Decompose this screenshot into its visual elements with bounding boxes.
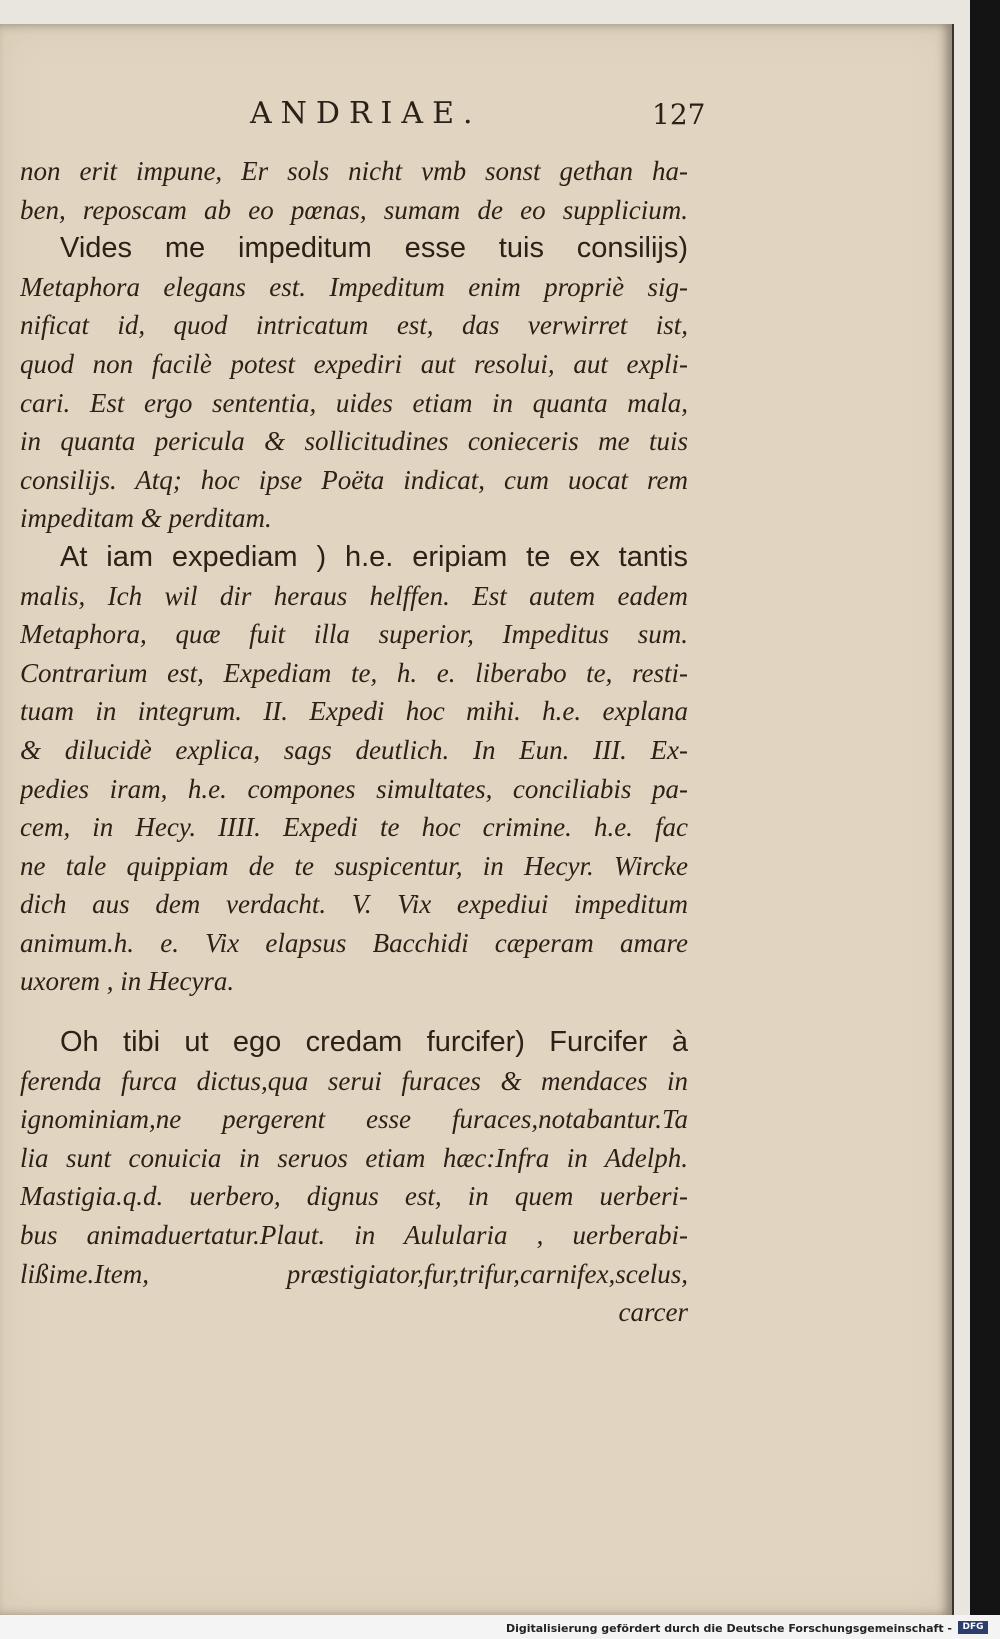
text-line: uxorem , in Hecyra. (20, 966, 235, 997)
text-line: cari. Est ergo sententia, uides etiam in quanta mala, (20, 387, 688, 418)
text-line: cem, in Hecy. IIII. Expedi te hoc crimine. h.e. fac (20, 812, 688, 843)
scan-dark-edge (970, 0, 1000, 1639)
text-line: in quanta pericula & sollicitudines conieceris me tuis (20, 426, 688, 457)
text-line: ignominiam,ne pergerent esse furaces,notabantur.Ta (20, 1104, 688, 1135)
text-line: Mastigia.q.d. uerbero, dignus est, in quem uerberi- (20, 1181, 688, 1212)
text-line: impeditam & perditam. (20, 503, 272, 534)
footer-bar (0, 1615, 1000, 1639)
text-line: lia sunt conuicia in seruos etiam hæc:Infra in Adelph. (20, 1142, 688, 1173)
text-line: pedies iram, h.e. compones simultates, conciliabis pa- (20, 773, 688, 804)
text-line: Metaphora, quæ fuit illa superior, Impeditus sum. (20, 619, 688, 650)
page-header (0, 96, 952, 146)
text-line: bus animaduertatur.Plaut. in Aulularia , uerberabi- (20, 1220, 688, 1251)
running-head: ANDRIAE. (250, 96, 482, 131)
dfg-logo: DFG (958, 1621, 988, 1634)
text-line: non erit impune, Er sols nicht vmb sonst gethan ha- (20, 156, 688, 186)
text-line: nificat id, quod intricatum est, das verwirret ist, (20, 310, 688, 341)
text-line: & dilucidè explica, sags deutlich. In Eun. III. Ex- (20, 734, 688, 765)
text-line: tuam in integrum. II. Expedi hoc mihi. h.e. explana (20, 696, 688, 727)
book-page (0, 24, 954, 1616)
paragraph-gap (20, 1001, 688, 1023)
text-line: ne tale quippiam de te suspicentur, in Hecyr. Wircke (20, 850, 688, 881)
text-line: Contrarium est, Expediam te, h. e. liberabo te, resti- (20, 657, 688, 688)
text-line: animum.h. e. Vix elapsus Bacchidi cæperam amare (20, 927, 688, 958)
text-line: quod non facilè potest expediri aut resolui, aut expli- (20, 348, 688, 379)
page-number: 127 (652, 98, 706, 131)
text-line: ben, reposcam ab eo pœnas, sumam de eo supplicium. (20, 194, 688, 225)
text-line: Metaphora elegans est. Impeditum enim propriè sig- (20, 271, 688, 302)
text-line: ferenda furca dictus,qua serui furaces & mendaces in (20, 1065, 688, 1096)
text-line: consilijs. Atq; hoc ipse Poëta indicat, cum uocat rem (20, 464, 688, 495)
catchword: carcer (618, 1297, 688, 1328)
lemma-line: Vides me impeditum esse tuis consilijs) (60, 232, 688, 265)
page-text (20, 152, 688, 1332)
text-line: dich aus dem verdacht. V. Vix expediui impeditum (20, 889, 688, 920)
text-line: malis, Ich wil dir heraus helffen. Est autem eadem (20, 580, 688, 611)
text-line: lißime.Item, præstigiator,fur,trifur,carnifex,scelus, (20, 1258, 688, 1289)
lemma-line: Oh tibi ut ego credam furcifer) Furcifer à (60, 1026, 688, 1059)
lemma-line: At iam expediam ) h.e. eripiam te ex tantis (60, 540, 688, 573)
funding-credit: Digitalisierung gefördert durch die Deutsche Forschungsgemeinschaft - (505, 1622, 952, 1635)
